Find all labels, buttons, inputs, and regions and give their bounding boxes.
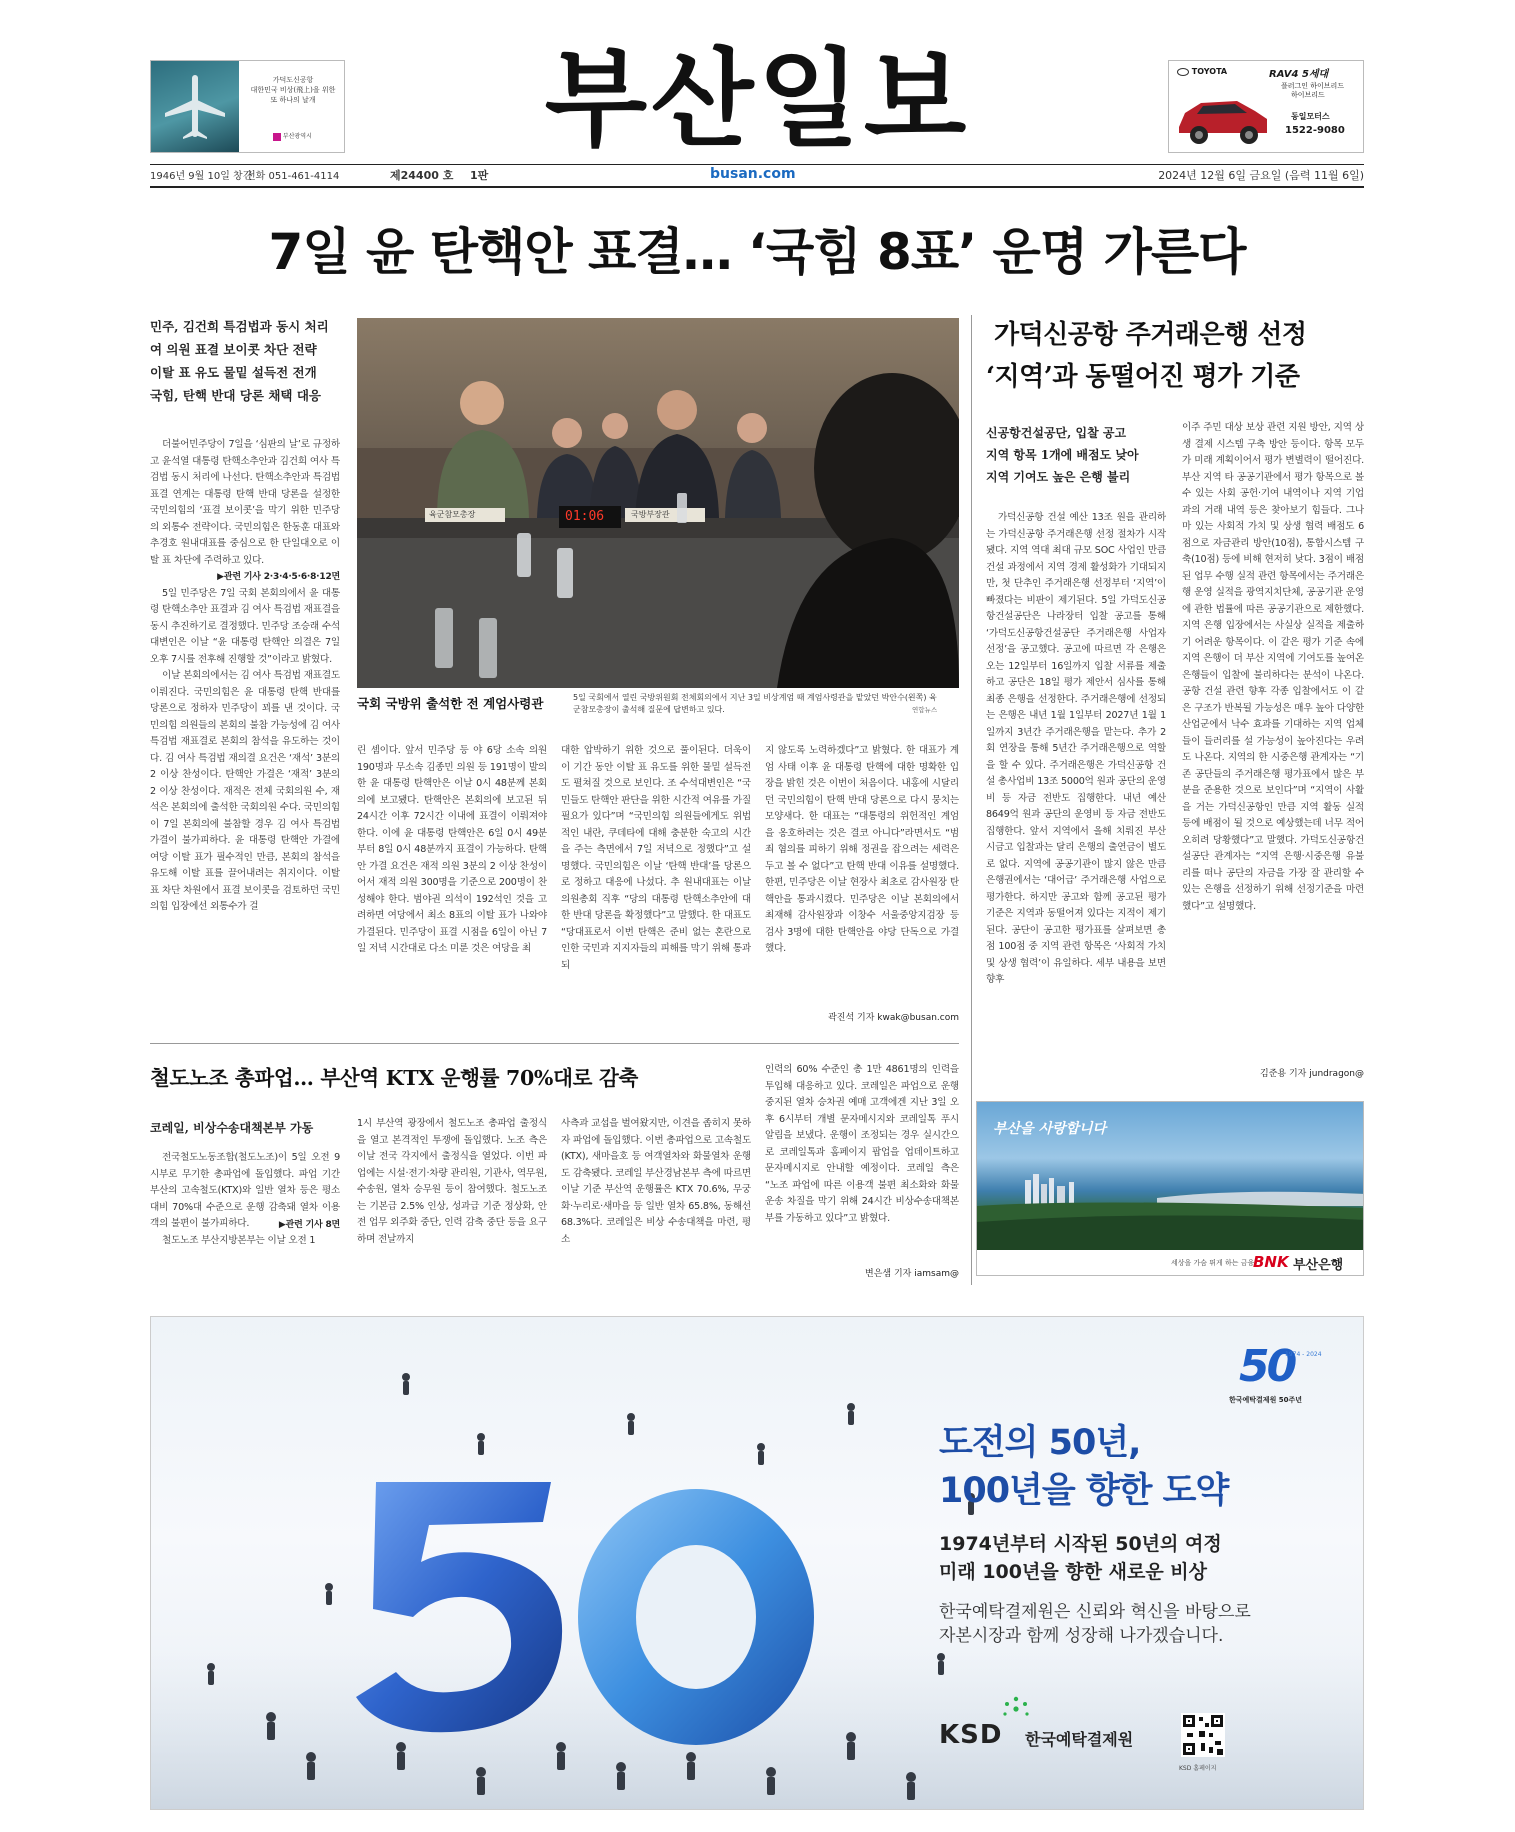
bnk-ad[interactable] (976, 1101, 1364, 1276)
rail-paragraph-4: 사측과 교섭을 벌여왔지만, 이견을 좁히지 못하자 파업에 돌입했다. 이번 총파업으로 고속철도(KTX), 새마을호 등 여객열차와 화물열차 운행도 감축됐다. 코레일 부산경남본부 측에 따르면 이날 기준 부산역 운행률은 KTX 70.6%, 무궁화·누리로·새마을 등 일반 열차 65.8%, 동해선 68.3%다. 코레일은 비상 수송대책을 마련, 평소 (561, 1118, 751, 1245)
right-column-2 (1182, 420, 1364, 1060)
ad-body-2: 자본시장과 함께 성장해 나가겠습니다. (939, 1626, 1224, 1646)
publication-date: 2024년 12월 6일 금요일 (음력 11월 6일) (1158, 169, 1364, 182)
toyota-logo-icon (1177, 68, 1189, 76)
right-subhead-2: 지역 항목 1개에 배점도 낮아 (986, 448, 1139, 462)
photo-caption-text: 5일 국회에서 열린 국방위원회 전체회의에서 지난 3일 비상계엄 때 계엄사령관을 맡았던 박안수(왼쪽) 육군참모총장이 출석해 질문에 답변하고 있다. (573, 693, 937, 714)
qr-label: KSD 홈페이지 (1179, 1765, 1217, 1772)
lead-column-4 (765, 743, 959, 1005)
lead-subhead-3: 이탈 표 유도 물밑 설득전 전개 (150, 365, 317, 380)
ksd-sparkle-icon (1001, 1695, 1031, 1725)
lead-column-2 (357, 743, 547, 1027)
ksd-ad[interactable] (150, 1316, 1364, 1810)
right-column-1 (986, 510, 1166, 1080)
bnk-bank-name: 부산은행 (1293, 1258, 1344, 1273)
rail-paragraph-2: 철도노조 부산지방본부는 이날 오전 1 (162, 1235, 316, 1246)
rail-paragraph-3: 1시 부산역 광장에서 철도노조 총파업 출정식을 열고 본격적인 투쟁에 돌입했다. 노조 측은 이날 전국 각지에서 출정식을 열었다. 이번 파업에는 시설·전기·차량 관리원, 기관사, 역무원, 수송원, 열차 승무원 등이 참여했다. 철도노조는 기본급 2.5% 인상, 성과급 기준 정상화, 안전 업무 외주화 중단, 인력 감축 중단 등을 요구하며 전날까지 (357, 1118, 547, 1245)
ad-headline-2: 100년을 향한 도약 (939, 1471, 1229, 1511)
masthead-rule-bottom (150, 186, 1364, 188)
photo-caption-title: 국회 국방위 출석한 전 계엄사령관 (357, 696, 544, 711)
rail-related-articles[interactable]: ▶관련 기사 8면 (278, 1219, 340, 1230)
rail-subhead: 코레일, 비상수송대책본부 가동 (150, 1121, 314, 1135)
lead-subhead-4: 국힘, 탄핵 반대 당론 채택 대응 (150, 388, 322, 403)
anniversary-number: 50 (1239, 1341, 1295, 1392)
lead-byline[interactable]: 곽진석 기자 kwak@busan.com (828, 1013, 959, 1023)
qr-code-icon (1181, 1713, 1225, 1757)
ad-headline-1: 도전의 50년, (939, 1423, 1141, 1463)
right-paragraph-1: 가덕신공항 건설 예산 13조 원을 관리하는 가덕신공항 주거래은행 선정 절차가 시작됐다. 지역 역대 최대 규모 SOC 사업인 만큼 건설 과정에서 지역 경제 활성화가 기대되지만, 첫 단추인 주거래은행 선정부터 ‘지역’이 빠졌다는 비판이 제기된다. 5일 가덕도신공항건설공단은 나라장터 입찰 공고를 통해 ‘가덕도신공항건설공단 주거래은행 사업자 선정’을 공고했다. 공고에 따르면 각 은행은 오는 12일부터 16일까지 입찰 서류를 제출하고 공단은 18일 평가 제안서 심사를 통해 최종 은행을 선정한다. 주거래은행에 선정되는 은행은 내년 1월 1일부터 2027년 1월 1일까지 3년간 주거래은행을 맡는다. 추가 2회 연장을 통해 5년간 주거래은행으로 역할을 할 수 있다. 주거래은행은 가덕신공항 건설 총사업비 13조 5000억 원과 공단의 운영비 등 자금 전반도 집행한다. 내년 예산 8649억 원과 공단의 운영비 등 자금 전반도 집행한다. 앞서 지역에서 올해 치뤄진 부산시금고 입찰과는 달리 은행의 출연금이 별도로 없다. 지역에 공공기관이 많지 않은 만큼 은행권에서는 ‘대어급’ 주거래은행 사업으로 평가한다. 하지만 공고와 함께 공고된 평가 기준은 지역과 동떨어져 있다는 지적이 제기된다. 공단이 공고한 평가표를 살펴보면 총점 100점 중 지역 관련 항목은 ‘사회적 가치 및 상생 협력’이 유일하다. 세부 내용을 보면 향후 (986, 512, 1166, 985)
lead-paragraph-4: 린 셈이다. 앞서 민주당 등 야 6당 소속 의원 190명과 무소속 김종민 의원 등 191명이 발의한 윤 대통령 탄핵안은 이날 0시 48분께 본회의에 보고됐다. 탄핵안은 본회의에 보고된 뒤 24시간 이후 72시간 이내에 표결이 이뤄져야 한다. 이에 윤 대통령 탄핵안은 6일 0시 49분부터 8일 0시 48분까지 표결이 가능하다. 탄핵안 가결 요건은 재적 의원 3분의 2 이상 찬성이어서 재적 의원 300명을 기준으로 200명이 찬성해야 한다. 범야권 의석이 192석인 것을 고려하면 여당에서 최소 8표의 이탈 표가 나와야 가결된다. 민주당이 표결 시점을 6일이 아닌 7일 저녁 시간대로 다소 미룬 것은 여당을 최 (357, 745, 547, 954)
issue-number: 제24400 호 (390, 169, 454, 182)
ad-body-1: 한국예탁결제원은 신뢰와 혁신을 바탕으로 (939, 1602, 1251, 1622)
website-link[interactable]: busan.com (710, 166, 796, 182)
ad-left-sponsor: 부산광역시 (282, 133, 312, 140)
ksd-logo: KSD (939, 1720, 1003, 1750)
section-divider (150, 1043, 959, 1044)
column-divider (971, 315, 972, 1285)
rail-column-3 (561, 1116, 751, 1280)
right-paragraph-2: 이주 주민 대상 보상 관련 지원 방안, 지역 상생 결제 시스템 구축 방안 등이다. 항목 모두가 미래 계획이어서 평가 변별력이 떨어진다. 부산 지역 타 공공기관에서 평가 항목으로 볼 수 있는 사회 공헌·기여 내역이나 지역 기업과의 거래 내역 등은 찾아보기 힘들다. 그나마 있는 사회적 가치 및 상생 협력 배점도 6점으로 자금관리 방안(10점), 통합시스템 구축(10점) 등에 비해 현저히 낮다. 3점이 배점된 업무 수행 실적 관련 항목에서는 주거래은행 운영 실적을 광역지치단체, 공공기관 운영에 관한 법률에 따른 공공기관으로 제한했다. 지역 은행 입장에서는 사실상 실적을 제출하기 어려운 항목이다. 이 같은 평가 기준 속에 지역 은행이 더 부산 지역에 기여도를 높여온 은행들이 입찰에 불리하다는 분석이 나온다. 공항 건설 관련 향후 각종 입찰에서도 이 같은 구조가 반복될 가능성은 매우 높아 다양한 산업군에서 낙수 효과를 기대하는 지역 업체들이 들러리를 설 가능성이 높아진다는 우려도 나온다. 지역의 한 시중은행 관계자는 “기존 공단들의 주거래은행 평가표에서 많은 부분을 준용한 것으로 보인다”며 “지역이 사활을 거는 가덕신공항인 만큼 지역 활동 실적 등에 배점이 될 것으로 예상했는데 너무 적어 오히려 당황했다”고 말했다. 가덕도신공항건설공단 관계자는 “지역 은행·시중은행 유불리를 떠나 공단의 자금을 가장 잘 관리할 수 있는 은행을 선정하기 위해 선정기준을 마련했다”고 설명했다. (1182, 422, 1364, 912)
timer-display: 01:06 (565, 509, 605, 524)
bnk-slogan: 부산을 사랑합니다 (993, 1121, 1107, 1137)
right-subheads (986, 422, 1166, 488)
bnk-tagline: 세상을 가슴 뛰게 하는 금융 (1171, 1259, 1255, 1267)
rail-headline[interactable]: 철도노조 총파업… 부산역 KTX 운행률 70%대로 감축 (150, 1066, 638, 1090)
lead-column-1 (150, 437, 340, 1027)
rail-paragraph-1: 전국철도노동조합(철도노조)이 5일 오전 9시부로 무기한 총파업에 돌입했다. 파업 기간 부산의 고속철도(KTX)와 일반 열차 등은 평소 대비 70%대 수준으로 운행 감축돼 열차 이용객의 불편이 불가피하다. (150, 1152, 340, 1229)
ad-sub-1: 1974년부터 시작된 50년의 여정 (939, 1533, 1222, 1555)
rail-byline[interactable]: 변은샘 기자 iamsam@ (865, 1269, 959, 1279)
right-headline-line1[interactable]: 가덕신공항 주거래은행 선정 (994, 320, 1307, 350)
ad-right-feature1: 플러그인 하이브리드 (1281, 82, 1345, 90)
rail-column-4 (765, 1062, 959, 1272)
bnk-logo: BNK (1253, 1253, 1289, 1271)
anniversary-years: 1974 - 2024 (1285, 1351, 1322, 1358)
anniversary-label: 한국예탁결제원 50주년 (1229, 1396, 1303, 1404)
right-subhead-3: 지역 기여도 높은 은행 불리 (986, 470, 1131, 484)
founded-date: 1946년 9월 10일 창간 (150, 171, 253, 182)
rail-column-2 (357, 1116, 547, 1280)
lead-photo[interactable] (357, 318, 959, 688)
ad-right-feature2: 하이브리드 (1291, 91, 1325, 99)
lead-subheads (150, 315, 340, 407)
ad-right-phone: 1522-9080 (1285, 125, 1345, 136)
nameplate-left: 육군참모총장 (429, 510, 476, 519)
ad-right-brand: TOYOTA (1191, 67, 1228, 76)
right-byline[interactable]: 김준용 기자 jundragon@ (1260, 1069, 1364, 1079)
ad-left-line3: 또 하나의 날개 (270, 96, 316, 104)
ksd-company-name: 한국예탁결제원 (1025, 1730, 1134, 1749)
photo-credit: 연합뉴스 (912, 706, 938, 714)
right-ad[interactable] (1168, 60, 1364, 153)
newspaper-title[interactable]: 부산일보 (544, 38, 971, 161)
lead-subhead-2: 여 의원 표결 보이콧 차단 전략 (150, 342, 317, 357)
lead-paragraph-1: 더불어민주당이 7일을 ‘심판의 날’로 규정하고 윤석열 대통령 탄핵소추안과 김건희 여사 특검법 동시 처리에 나선다. 탄핵소추안과 특검법 표결 연계는 대통령 탄핵 반대 당론을 설정한 국민의힘의 ‘표결 보이콧’을 막기 위한 민주당의 외통수 전략이다. 국민의힘은 한동훈 대표와 추경호 원내대표를 중심으로 한 단일대오로 이탈 표 차단에 주력하고 있다. (150, 439, 340, 566)
ad-right-dealer: 동일모터스 (1291, 112, 1330, 121)
rail-paragraph-5: 인력의 60% 수준인 총 1만 4861명의 인력을 투입해 대응하고 있다. 코레일은 파업으로 운행 중지된 열차 승차권 예매 고객에겐 지난 3일 오후 6시부터 개별 문자메시지와 코레일톡 푸시 알림을 보냈다. 운행이 조정되는 경우 실시간으로 코레일톡과 홈페이지 팝업을 업데이트하고 문자메시지로 안내할 예정이다. 코레일 측은 “노조 파업에 따른 이용객 불편 최소화와 화물 운송 차질을 막기 위해 24시간 비상수송대책본부를 가동하고 있다”고 밝혔다. (765, 1064, 959, 1224)
masthead-rule-top (150, 164, 1364, 165)
edition: 1판 (470, 169, 489, 182)
lead-subhead-1: 민주, 김건희 특검법과 동시 처리 (150, 319, 329, 334)
lead-paragraph-3: 이날 본회의에서는 김 여사 특검법 재표결도 이뤄진다. 국민의힘은 윤 대통령 탄핵 반대를 당론으로 정하자 민주당이 꾀를 낸 것이다. 국민의힘 의원들의 본회의 불참 가능성에 김 여사 특검법 재표결로 본회의 참석을 유도하는 것이다. 김 여사 특검법 재의결 요건은 ‘재석’ 3분의 2 이상 찬성이다. 탄핵안 가결은 ‘재적’ 3분의 2 이상 찬성이다. 재적은 전체 국회의원 수, 재석은 본회의에 출석한 국회의원 수다. 국민의힘이 7일 본회의에 불참할 경우 김 여사 특검법 가결이 불가피하다. 윤 대통령 탄핵안 가결에 여당 이탈 표가 필수적인 만큼, 본회의 참석을 유도해 이탈 표를 끌어내려는 취지이다. 이탈 표 차단 차원에서 표결 보이콧을 검토하던 국민의힘 입장에선 외통수가 걸 (150, 670, 340, 912)
ad-left-line2: 대한민국 비상(飛上)을 위한 (250, 86, 336, 94)
right-subhead-1: 신공항건설공단, 입찰 공고 (986, 426, 1127, 440)
hearing-photo-image (357, 318, 959, 688)
ad-left-line1: 가덕도신공항 (272, 76, 314, 84)
ad-sub-2: 미래 100년을 향한 새로운 비상 (939, 1561, 1208, 1583)
right-headline-line2[interactable]: ‘지역’과 동떨어진 평가 기준 (986, 362, 1300, 392)
lead-related-articles[interactable]: ▶관련 기사 2·3·4·5·6·8·12면 (217, 572, 340, 582)
lead-paragraph-2: 5일 민주당은 7일 국회 본회의에서 윤 대통령 탄핵소추안 표결과 김 여사 특검법 재표결을 동시 추진하기로 결정했다. 민주당 조승래 수석대변인은 이날 “윤 대통령 탄핵안 의결은 7일 오후 7시를 전후해 진행할 것”이라고 밝혔다. (150, 587, 340, 665)
suv-car-image (1175, 83, 1271, 149)
lead-paragraph-6: 지 않도록 노력하겠다”고 밝혔다. 한 대표가 계엄 사태 이후 윤 대통령 탄핵에 대한 명확한 입장을 밝힌 것은 이번이 처음이다. 내홍에 시달리던 국민의힘이 탄핵 반대 당론으로 다시 뭉치는 모양새다. 한 대표는 “대통령의 위헌적인 계엄을 옹호하려는 것은 결코 아니다”라면서도 “범죄 혐의를 피하기 위해 정권을 잡으려는 세력은 두고 볼 수 없다”고 탄핵 반대 이유를 설명했다. 한편, 민주당은 이날 현장사 최초로 감사원장 탄핵안을 통과시켰다. 민주당은 이날 본회의에서 최재해 감사원장과 이창수 서울중앙지검장 등 검사 3명에 대한 탄핵안을 야당 단독으로 가결했다. (765, 745, 959, 954)
anniversary-emblem (1229, 1343, 1339, 1413)
lead-paragraph-5: 대한 압박하기 위한 것으로 풀이된다. 더욱이 이 기간 동안 이탈 표 유도를 위한 물밑 설득전도 펼쳐질 것으로 보인다. 조 수석대변인은 “국민들도 탄핵안 판단을 위한 시간적 여유를 가질 필요가 있다”며 “국민의힘 의원들에게도 위법적인 내란, 쿠데타에 대해 충분한 숙고의 시간을 주는 측면에서 7일 저녁으로 정했다”고 설명했다. 국민의힘은 이날 ‘탄핵 반대’를 당론으로 정하고 대응에 나섰다. 추 원내대표는 이날 의원총회 직후 “당의 대통령 탄핵소추안에 대한 반대 당론을 확정했다”고 말했다. 한 대표도 “당대표로서 이번 탄핵은 준비 없는 혼란으로 인한 국민과 지지자들의 피해를 막기 위해 통과되 (561, 745, 751, 971)
ad-right-model: RAV4 5세대 (1269, 69, 1329, 80)
nameplate-right: 국방부장관 (631, 510, 670, 519)
lead-column-3 (561, 743, 751, 1027)
main-headline[interactable]: 7일 윤 탄핵안 표결… ‘국힘 8표’ 운명 가른다 (268, 223, 1246, 281)
phone-number: 전화 051-461-4114 (246, 171, 340, 182)
qr-code[interactable] (1181, 1713, 1225, 1757)
rail-column-1 (150, 1150, 340, 1280)
